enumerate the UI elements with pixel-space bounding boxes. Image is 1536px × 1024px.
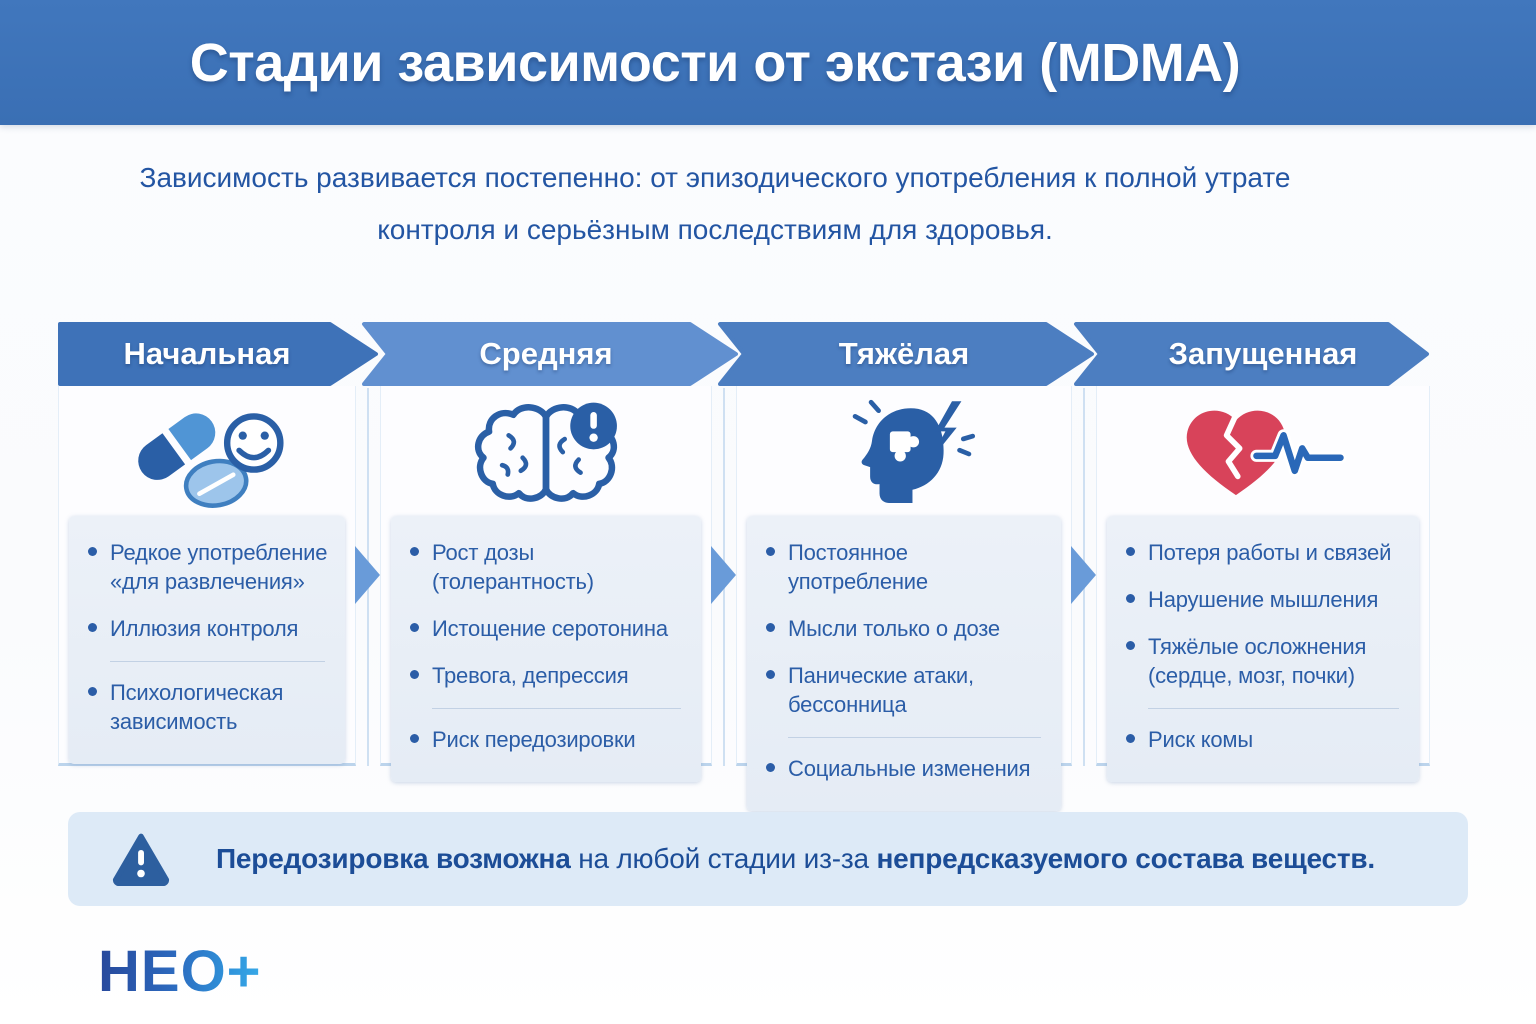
brain-alert-icon <box>466 398 626 510</box>
list-item: Рост дозы (толерантность) <box>405 538 689 596</box>
head-lightning-icon <box>824 397 984 511</box>
intro-line-1: Зависимость развивается постепенно: от эпизодического употребления к полной утрате <box>139 162 1291 193</box>
brand-logo: НЕО+ <box>98 939 262 1004</box>
list-item: Редкое употребление «для развлечения» <box>83 538 333 596</box>
bullet-list-advanced <box>1121 538 1407 690</box>
list-item: Социальные изменения <box>761 754 1049 783</box>
stage-panel-advanced <box>1096 386 1430 766</box>
intro-line-2: контроля и серьёзным последствиям для здоровья. <box>377 213 1053 245</box>
bullet-list-severe <box>761 538 1049 719</box>
stage-panel-middle <box>380 386 712 766</box>
stage-card-middle <box>391 516 701 782</box>
list-item: Тяжёлые осложнения (сердце, мозг, почки) <box>1121 632 1407 690</box>
list-item: Нарушение мышления <box>1121 585 1407 614</box>
list-item: Истощение серотонина <box>405 614 689 643</box>
stages-section <box>58 322 1430 782</box>
item-separator <box>432 708 681 709</box>
stage-card-severe <box>747 516 1061 811</box>
list-item: Постоянное употребление <box>761 538 1049 596</box>
stage-panel-severe <box>736 386 1072 782</box>
list-item: Психологическая зависимость <box>83 678 333 736</box>
stage-icon-area <box>737 386 1071 516</box>
list-item: Риск комы <box>1121 725 1407 754</box>
bullet-list-initial <box>83 538 333 643</box>
stage-icon-area <box>1097 386 1429 516</box>
flow-arrow-icon <box>1071 546 1096 604</box>
warning-regular-1: на любой стадии из-за <box>570 843 877 874</box>
stage-label-severe: Тяжёлая <box>838 335 970 371</box>
item-separator <box>110 661 325 662</box>
list-item: Риск передозировки <box>405 725 689 754</box>
warning-bold-1: Передозировка возможна <box>216 843 571 874</box>
stage-icon-area <box>381 386 711 516</box>
broken-heart-pulse-icon <box>1174 398 1352 510</box>
stage-label-middle: Средняя <box>479 335 613 371</box>
list-item: Потеря работы и связей <box>1121 538 1407 567</box>
flow-arrow-icon <box>711 546 736 604</box>
list-item: Тревога, депрессия <box>405 661 689 690</box>
pills-smiley-icon <box>128 399 286 509</box>
warning-triangle-icon <box>112 832 170 886</box>
bullet-list-middle <box>405 538 689 690</box>
list-item: Иллюзия контроля <box>83 614 333 643</box>
stage-label-initial: Начальная <box>123 335 291 371</box>
list-item: Панические атаки, бессонница <box>761 661 1049 719</box>
page-title: Стадии зависимости от экстази (MDMA) <box>189 32 1241 93</box>
warning-bold-2: непредсказуемого состава веществ. <box>876 843 1375 874</box>
list-item: Мысли только о дозе <box>761 614 1049 643</box>
stage-icon-area <box>59 386 355 516</box>
item-separator <box>1148 708 1399 709</box>
warning-text <box>216 843 1375 875</box>
stage-panel-initial <box>58 386 356 766</box>
stage-card-advanced <box>1107 516 1419 782</box>
stage-label-advanced: Запущенная <box>1168 335 1358 371</box>
intro-text <box>0 152 1430 256</box>
item-separator <box>788 737 1041 738</box>
flow-arrow-icon <box>355 546 380 604</box>
stage-card-initial <box>69 516 345 764</box>
warning-banner <box>68 812 1468 906</box>
